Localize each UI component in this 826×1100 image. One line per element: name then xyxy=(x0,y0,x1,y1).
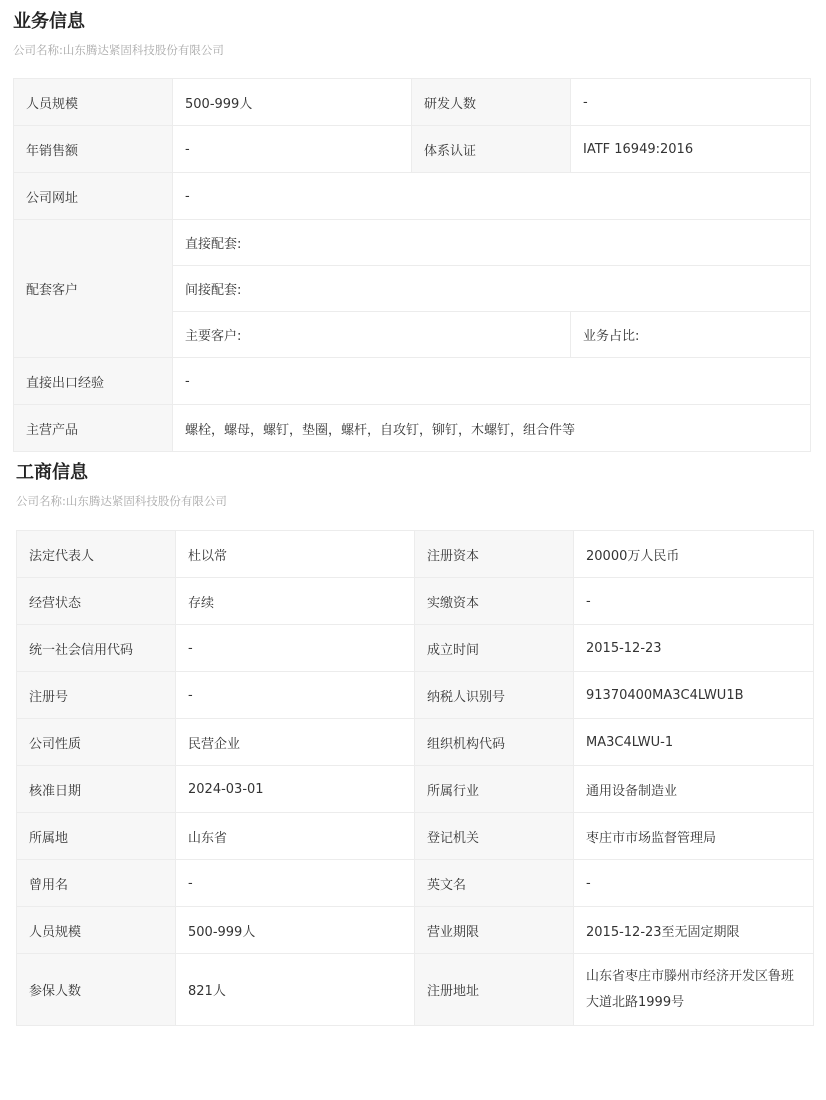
website-label: 公司网址 xyxy=(14,173,173,220)
field-label: 成立时间 xyxy=(415,625,574,672)
field-label: 曾用名 xyxy=(17,860,176,907)
field-label: 注册地址 xyxy=(415,954,574,1026)
field-label: 核准日期 xyxy=(17,766,176,813)
field-label: 公司性质 xyxy=(17,719,176,766)
table-row xyxy=(14,405,811,452)
field-label: 英文名 xyxy=(415,860,574,907)
field-value: - xyxy=(176,672,415,719)
field-value: 民营企业 xyxy=(176,719,415,766)
field-value: 2015-12-23 xyxy=(574,625,814,672)
field-label: 注册资本 xyxy=(415,531,574,578)
field-value: - xyxy=(574,860,814,907)
customers-label: 配套客户 xyxy=(14,220,173,358)
table-row xyxy=(17,954,814,1026)
registry-company-name: 公司名称:山东腾达紧固科技股份有限公司 xyxy=(16,494,227,508)
staff-size-value: 500-999人 xyxy=(173,79,412,126)
certification-label: 体系认证 xyxy=(412,126,571,173)
field-value: 山东省 xyxy=(176,813,415,860)
direct-supply-label: 直接配套: xyxy=(173,220,811,266)
field-value: 枣庄市市场监督管理局 xyxy=(574,813,814,860)
field-value: MA3C4LWU-1 xyxy=(574,719,814,766)
main-customers-label: 主要客户: xyxy=(173,312,571,358)
table-row xyxy=(17,813,814,860)
field-label: 营业期限 xyxy=(415,907,574,954)
table-row xyxy=(17,578,814,625)
field-label: 参保人数 xyxy=(17,954,176,1026)
field-value: 91370400MA3C4LWU1B xyxy=(574,672,814,719)
table-row xyxy=(17,625,814,672)
field-label: 人员规模 xyxy=(17,907,176,954)
field-label: 纳税人识别号 xyxy=(415,672,574,719)
field-label: 经营状态 xyxy=(17,578,176,625)
table-row xyxy=(14,173,811,220)
website-value: - xyxy=(173,173,811,220)
field-value: 2024-03-01 xyxy=(176,766,415,813)
field-label: 所属地 xyxy=(17,813,176,860)
table-row xyxy=(17,766,814,813)
field-label: 注册号 xyxy=(17,672,176,719)
main-products-value: 螺栓，螺母，螺钉，垫圈，螺杆，自攻钉，铆钉，木螺钉，组合件等 xyxy=(173,405,811,452)
table-row xyxy=(14,358,811,405)
registry-info-table xyxy=(16,530,814,1026)
indirect-supply-label: 间接配套: xyxy=(173,266,811,312)
business-info-table xyxy=(13,78,811,452)
table-row xyxy=(17,672,814,719)
field-value: 2015-12-23至无固定期限 xyxy=(574,907,814,954)
field-value: - xyxy=(176,860,415,907)
field-value: 通用设备制造业 xyxy=(574,766,814,813)
main-products-label: 主营产品 xyxy=(14,405,173,452)
export-experience-value: - xyxy=(173,358,811,405)
export-experience-label: 直接出口经验 xyxy=(14,358,173,405)
table-row xyxy=(14,126,811,173)
table-row xyxy=(14,79,811,126)
field-value: - xyxy=(176,625,415,672)
field-label: 统一社会信用代码 xyxy=(17,625,176,672)
field-value: 20000万人民币 xyxy=(574,531,814,578)
annual-sales-value: - xyxy=(173,126,412,173)
table-row xyxy=(17,531,814,578)
business-header xyxy=(13,10,224,58)
field-label: 实缴资本 xyxy=(415,578,574,625)
field-label: 法定代表人 xyxy=(17,531,176,578)
table-row xyxy=(14,220,811,266)
field-value: 500-999人 xyxy=(176,907,415,954)
field-value: 山东省枣庄市滕州市经济开发区鲁班大道北路1999号 xyxy=(574,954,814,1026)
table-row xyxy=(17,719,814,766)
field-value: 杜以常 xyxy=(176,531,415,578)
field-label: 组织机构代码 xyxy=(415,719,574,766)
field-label: 所属行业 xyxy=(415,766,574,813)
table-row xyxy=(17,907,814,954)
field-value: 存续 xyxy=(176,578,415,625)
registry-header xyxy=(16,461,227,509)
annual-sales-label: 年销售额 xyxy=(14,126,173,173)
business-share-label: 业务占比: xyxy=(571,312,811,358)
business-company-name: 公司名称:山东腾达紧固科技股份有限公司 xyxy=(13,43,224,57)
field-value: - xyxy=(574,578,814,625)
rd-staff-label: 研发人数 xyxy=(412,79,571,126)
registry-section-title: 工商信息 xyxy=(16,462,88,483)
business-section-title: 业务信息 xyxy=(13,11,85,32)
table-row xyxy=(17,860,814,907)
rd-staff-value: - xyxy=(571,79,811,126)
staff-size-label: 人员规模 xyxy=(14,79,173,126)
field-value: 821人 xyxy=(176,954,415,1026)
certification-value: IATF 16949:2016 xyxy=(571,126,811,173)
field-label: 登记机关 xyxy=(415,813,574,860)
